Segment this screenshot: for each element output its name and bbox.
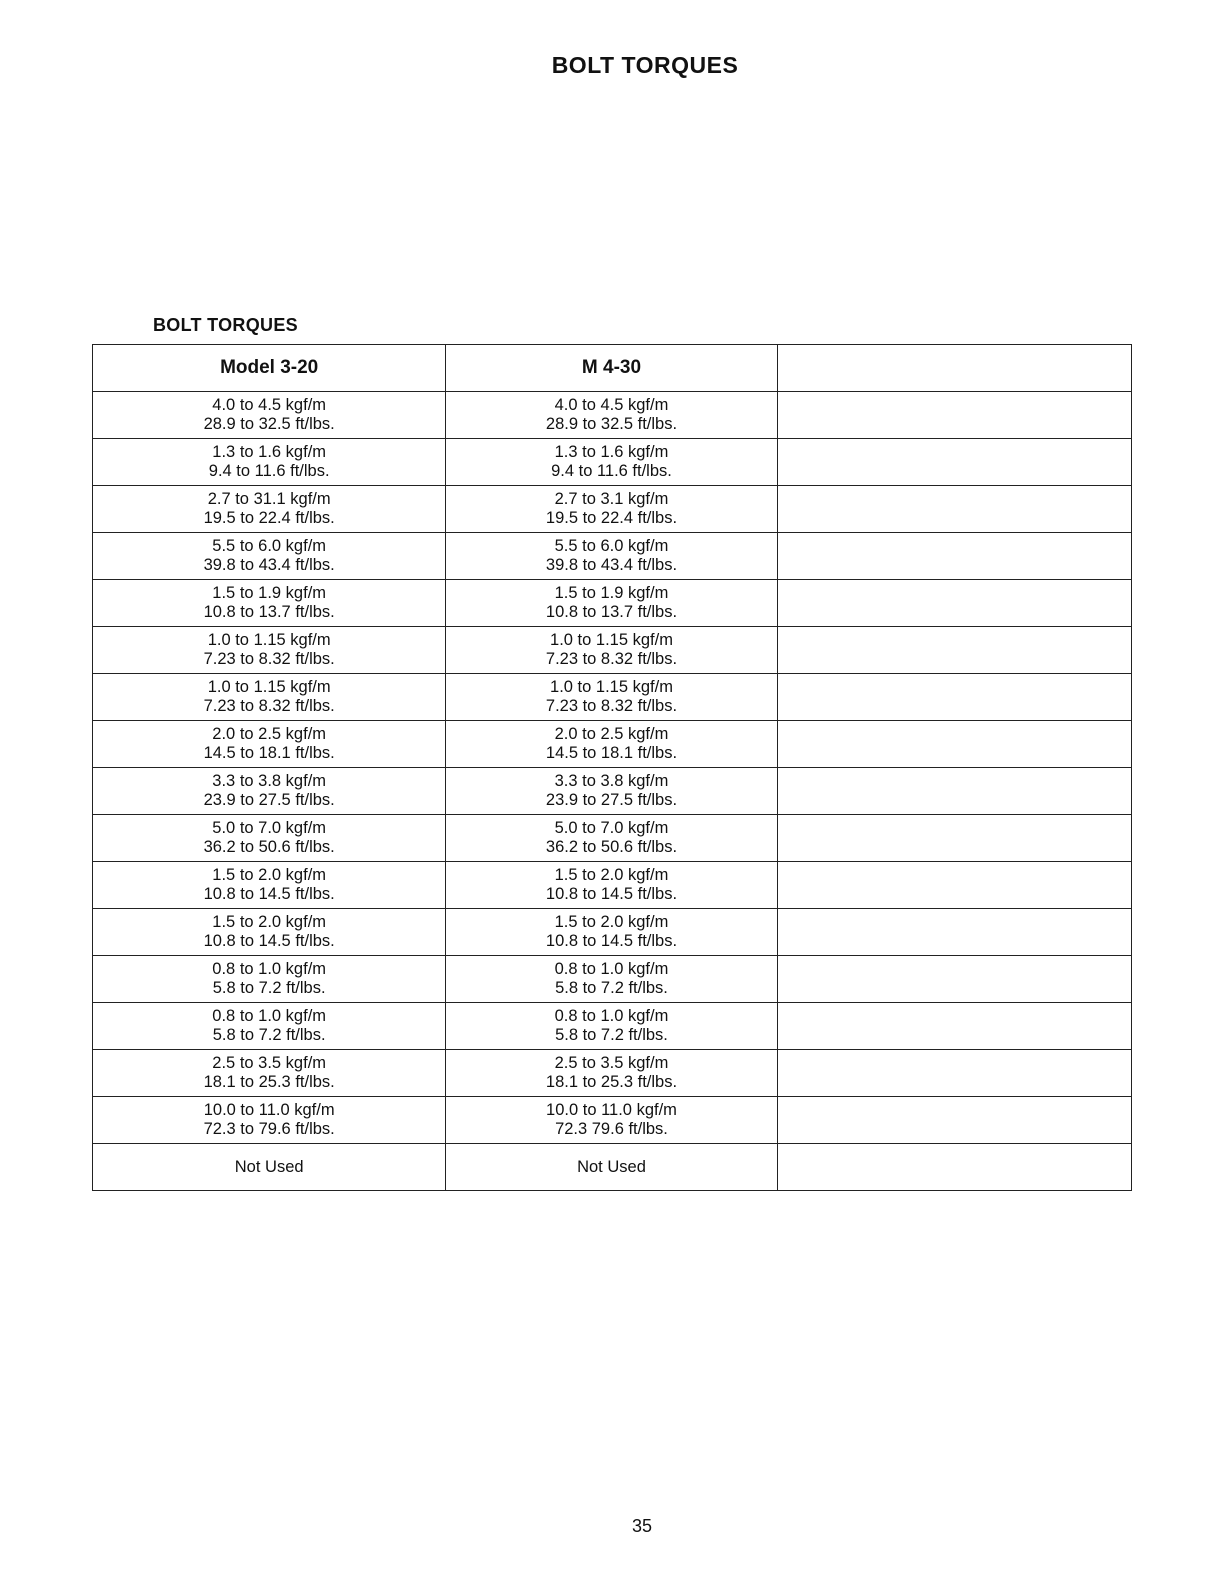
m-4-30-cell	[446, 1003, 777, 1050]
m-4-30-cell	[446, 1144, 777, 1191]
model-3-20-cell	[93, 580, 446, 627]
table-row	[93, 956, 1132, 1003]
blank-cell	[777, 392, 1131, 439]
bolt-torque-table	[92, 344, 1132, 1191]
table-row	[93, 1050, 1132, 1097]
table-row	[93, 533, 1132, 580]
model-3-20-cell	[93, 862, 446, 909]
blank-cell	[777, 1050, 1131, 1097]
torque-ftlbs-value: 10.8 to 14.5 ft/lbs.	[545, 932, 678, 950]
m-4-30-cell	[446, 392, 777, 439]
torque-ftlbs-value: 10.8 to 14.5 ft/lbs.	[203, 932, 335, 950]
torque-ftlbs-value: 10.8 to 13.7 ft/lbs.	[545, 603, 678, 621]
table-row	[93, 580, 1132, 627]
torque-ftlbs-value: 36.2 to 50.6 ft/lbs.	[545, 838, 678, 856]
blank-cell	[777, 627, 1131, 674]
m-4-30-cell	[446, 1097, 777, 1144]
blank-cell	[777, 1144, 1131, 1191]
model-3-20-cell	[93, 768, 446, 815]
page-title: BOLT TORQUES	[551, 52, 739, 78]
model-3-20-cell	[93, 1050, 446, 1097]
m-4-30-cell	[446, 956, 777, 1003]
blank-cell	[777, 439, 1131, 486]
model-3-20-cell	[93, 1097, 446, 1144]
torque-ftlbs-value: 5.8 to 7.2 ft/lbs.	[212, 1026, 326, 1044]
blank-cell	[777, 768, 1131, 815]
blank-cell	[777, 580, 1131, 627]
torque-kgf-value: 4.0 to 4.5 kgf/m	[554, 396, 669, 414]
torque-ftlbs-value: 72.3 to 79.6 ft/lbs.	[203, 1120, 335, 1138]
torque-ftlbs-value: 7.23 to 8.32 ft/lbs.	[203, 697, 335, 715]
torque-ftlbs-value: 28.9 to 32.5 ft/lbs.	[545, 415, 678, 433]
table-row	[93, 862, 1132, 909]
table-row	[93, 1097, 1132, 1144]
blank-cell	[777, 1097, 1131, 1144]
torque-kgf-value: 5.0 to 7.0 kgf/m	[212, 819, 327, 837]
column-header-blank	[777, 345, 1131, 392]
torque-ftlbs-value: 9.4 to 11.6 ft/lbs.	[551, 462, 672, 480]
table-row	[93, 1144, 1132, 1191]
torque-kgf-value: 1.5 to 2.0 kgf/m	[212, 913, 327, 931]
torque-kgf-value: 2.0 to 2.5 kgf/m	[554, 725, 669, 743]
torque-ftlbs-value: 5.8 to 7.2 ft/lbs.	[555, 979, 668, 997]
torque-kgf-value: 0.8 to 1.0 kgf/m	[554, 960, 669, 978]
blank-cell	[777, 909, 1131, 956]
table-row	[93, 486, 1132, 533]
torque-ftlbs-value: 18.1 to 25.3 ft/lbs.	[203, 1073, 335, 1091]
blank-cell	[777, 486, 1131, 533]
column-header-model-3-20: Model 3-20	[93, 345, 446, 392]
torque-ftlbs-value: 7.23 to 8.32 ft/lbs.	[545, 697, 678, 715]
torque-kgf-value: 2.7 to 31.1 kgf/m	[207, 490, 331, 508]
torque-kgf-value: 0.8 to 1.0 kgf/m	[212, 960, 327, 978]
table-row	[93, 815, 1132, 862]
torque-ftlbs-value: 7.23 to 8.32 ft/lbs.	[203, 650, 335, 668]
torque-kgf-value: 1.3 to 1.6 kgf/m	[212, 443, 327, 461]
torque-kgf-value: 1.5 to 2.0 kgf/m	[554, 866, 669, 884]
table-body	[93, 392, 1132, 1191]
torque-kgf-value: 1.5 to 1.9 kgf/m	[554, 584, 669, 602]
model-3-20-cell	[93, 674, 446, 721]
torque-kgf-value: 5.5 to 6.0 kgf/m	[554, 537, 669, 555]
torque-kgf-value: 1.0 to 1.15 kgf/m	[550, 631, 673, 649]
m-4-30-cell	[446, 627, 777, 674]
blank-cell	[777, 956, 1131, 1003]
torque-ftlbs-value: 36.2 to 50.6 ft/lbs.	[203, 838, 335, 856]
model-3-20-cell	[93, 1144, 446, 1191]
model-3-20-cell	[93, 392, 446, 439]
m-4-30-cell	[446, 486, 777, 533]
torque-kgf-value: 1.5 to 1.9 kgf/m	[212, 584, 327, 602]
torque-kgf-value: 0.8 to 1.0 kgf/m	[554, 1007, 669, 1025]
blank-cell	[777, 1003, 1131, 1050]
blank-cell	[777, 721, 1131, 768]
torque-kgf-value: 2.0 to 2.5 kgf/m	[212, 725, 327, 743]
torque-kgf-value: 2.7 to 3.1 kgf/m	[554, 490, 669, 508]
torque-kgf-value: 3.3 to 3.8 kgf/m	[554, 772, 669, 790]
torque-ftlbs-value: 72.3 79.6 ft/lbs.	[555, 1120, 668, 1138]
table-row	[93, 392, 1132, 439]
m-4-30-cell	[446, 1050, 777, 1097]
torque-kgf-value: 1.0 to 1.15 kgf/m	[207, 678, 331, 696]
torque-ftlbs-value: 5.8 to 7.2 ft/lbs.	[212, 979, 326, 997]
torque-ftlbs-value: 7.23 to 8.32 ft/lbs.	[545, 650, 678, 668]
m-4-30-cell	[446, 533, 777, 580]
table-row	[93, 1003, 1132, 1050]
torque-kgf-value: 5.5 to 6.0 kgf/m	[212, 537, 327, 555]
torque-ftlbs-value: 28.9 to 32.5 ft/lbs.	[203, 415, 335, 433]
table-row	[93, 909, 1132, 956]
torque-kgf-value: Not Used	[234, 1157, 304, 1176]
model-3-20-cell	[93, 627, 446, 674]
torque-kgf-value: 2.5 to 3.5 kgf/m	[212, 1054, 327, 1072]
torque-kgf-value: 10.0 to 11.0 kgf/m	[203, 1101, 335, 1119]
torque-ftlbs-value: 18.1 to 25.3 ft/lbs.	[545, 1073, 678, 1091]
table-row	[93, 768, 1132, 815]
model-3-20-cell	[93, 815, 446, 862]
table-row	[93, 721, 1132, 768]
m-4-30-cell	[446, 815, 777, 862]
table-row	[93, 439, 1132, 486]
torque-ftlbs-value: 23.9 to 27.5 ft/lbs.	[545, 791, 678, 809]
torque-ftlbs-value: 9.4 to 11.6 ft/lbs.	[208, 462, 330, 480]
model-3-20-cell	[93, 721, 446, 768]
torque-kgf-value: Not Used	[577, 1157, 646, 1176]
m-4-30-cell	[446, 439, 777, 486]
torque-kgf-value: 1.0 to 1.15 kgf/m	[550, 678, 673, 696]
m-4-30-cell	[446, 768, 777, 815]
m-4-30-cell	[446, 674, 777, 721]
torque-kgf-value: 5.0 to 7.0 kgf/m	[554, 819, 669, 837]
page-number: 35	[631, 1516, 653, 1536]
table-header-row	[93, 345, 1132, 392]
model-3-20-cell	[93, 1003, 446, 1050]
torque-ftlbs-value: 23.9 to 27.5 ft/lbs.	[203, 791, 335, 809]
torque-ftlbs-value: 5.8 to 7.2 ft/lbs.	[555, 1026, 668, 1044]
torque-ftlbs-value: 10.8 to 14.5 ft/lbs.	[203, 885, 335, 903]
torque-ftlbs-value: 39.8 to 43.4 ft/lbs.	[545, 556, 678, 574]
model-3-20-cell	[93, 909, 446, 956]
torque-kgf-value: 1.3 to 1.6 kgf/m	[554, 443, 669, 461]
torque-kgf-value: 0.8 to 1.0 kgf/m	[212, 1007, 327, 1025]
table-row	[93, 627, 1132, 674]
model-3-20-cell	[93, 439, 446, 486]
column-header-m-4-30: M 4-30	[446, 345, 777, 392]
torque-kgf-value: 3.3 to 3.8 kgf/m	[212, 772, 327, 790]
torque-kgf-value: 10.0 to 11.0 kgf/m	[546, 1101, 677, 1119]
m-4-30-cell	[446, 580, 777, 627]
model-3-20-cell	[93, 486, 446, 533]
m-4-30-cell	[446, 862, 777, 909]
blank-cell	[777, 862, 1131, 909]
model-3-20-cell	[93, 533, 446, 580]
torque-ftlbs-value: 39.8 to 43.4 ft/lbs.	[203, 556, 335, 574]
blank-cell	[777, 674, 1131, 721]
torque-kgf-value: 1.5 to 2.0 kgf/m	[212, 866, 327, 884]
torque-ftlbs-value: 14.5 to 18.1 ft/lbs.	[203, 744, 335, 762]
torque-kgf-value: 1.5 to 2.0 kgf/m	[554, 913, 669, 931]
torque-kgf-value: 4.0 to 4.5 kgf/m	[212, 396, 327, 414]
torque-kgf-value: 2.5 to 3.5 kgf/m	[554, 1054, 669, 1072]
torque-ftlbs-value: 19.5 to 22.4 ft/lbs.	[203, 509, 335, 527]
torque-kgf-value: 1.0 to 1.15 kgf/m	[207, 631, 331, 649]
blank-cell	[777, 815, 1131, 862]
torque-ftlbs-value: 14.5 to 18.1 ft/lbs.	[545, 744, 678, 762]
model-3-20-cell	[93, 956, 446, 1003]
torque-ftlbs-value: 10.8 to 13.7 ft/lbs.	[203, 603, 335, 621]
section-title: BOLT TORQUES	[153, 315, 298, 335]
torque-ftlbs-value: 10.8 to 14.5 ft/lbs.	[545, 885, 678, 903]
torque-ftlbs-value: 19.5 to 22.4 ft/lbs.	[545, 509, 678, 527]
table-row	[93, 674, 1132, 721]
blank-cell	[777, 533, 1131, 580]
m-4-30-cell	[446, 721, 777, 768]
m-4-30-cell	[446, 909, 777, 956]
